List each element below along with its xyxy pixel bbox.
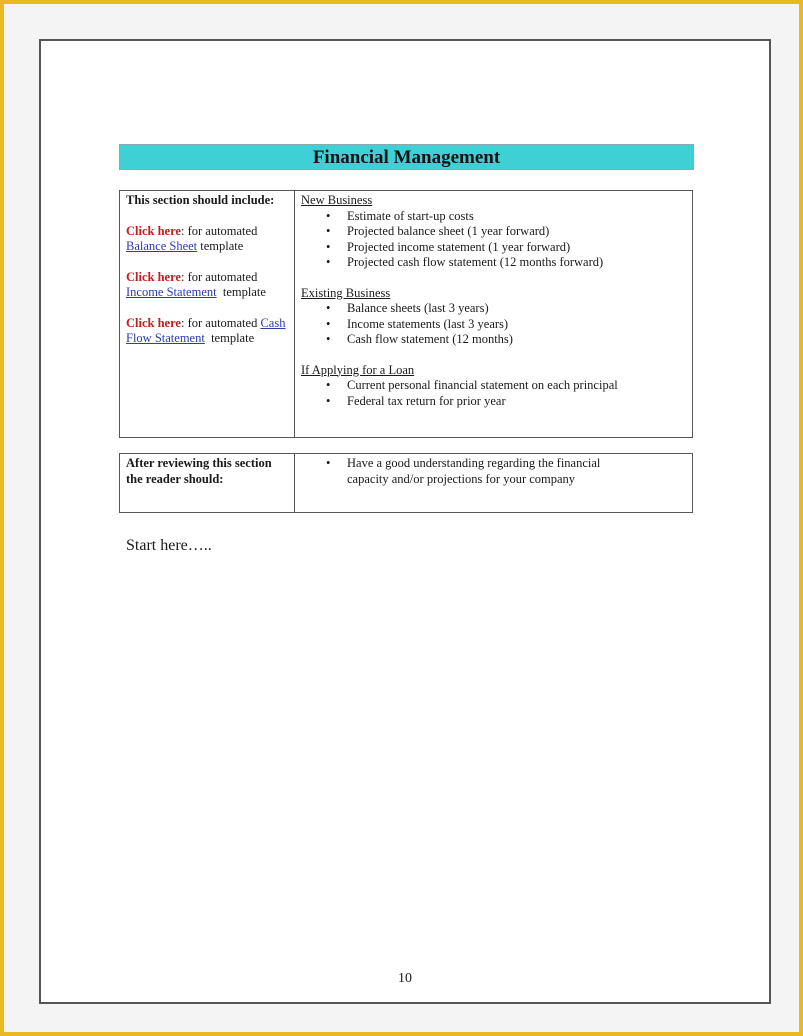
link-prefix: : for automated xyxy=(180,315,261,330)
list-item: • Projected balance sheet (1 year forward) xyxy=(347,224,686,240)
link-suffix: template xyxy=(204,331,255,345)
document-page xyxy=(39,39,771,1004)
review-right-cell xyxy=(295,454,693,513)
income-statement-link[interactable]: Income Statement xyxy=(126,285,217,299)
list-item: • Projected income statement (1 year forward) xyxy=(347,240,686,256)
list-item: • Estimate of start-up costs xyxy=(347,209,686,225)
bullet-list xyxy=(301,301,686,348)
page-number: 10 xyxy=(398,971,412,986)
list-item: • Federal tax return for prior year xyxy=(347,394,686,410)
click-here-link[interactable]: Click here xyxy=(126,315,181,330)
link-suffix: template xyxy=(216,285,266,299)
template-link-block xyxy=(126,270,288,301)
link-prefix: : for automated xyxy=(180,223,258,238)
bullet-list xyxy=(301,378,686,409)
balance-sheet-link[interactable]: Balance Sheet xyxy=(126,239,198,253)
list-item: • Have a good understanding regarding the financial capacity and/or projections for your company xyxy=(347,456,626,487)
group-heading: If Applying for a Loan xyxy=(301,362,415,377)
list-item: • Income statements (last 3 years) xyxy=(347,317,686,333)
template-link-block xyxy=(126,224,288,255)
bullet-list xyxy=(301,456,686,487)
group-heading: New Business xyxy=(301,193,373,207)
page-title: Financial Management xyxy=(119,144,694,170)
click-here-link[interactable]: Click here xyxy=(126,223,181,238)
list-item: • Projected cash flow statement (12 months forward) xyxy=(347,255,686,271)
review-table xyxy=(119,453,693,513)
link-suffix: template xyxy=(197,239,244,253)
include-left-cell xyxy=(120,191,295,438)
include-label: This section should include: xyxy=(126,193,275,207)
list-item: • Current personal financial statement on each principal xyxy=(347,378,686,394)
include-right-cell xyxy=(295,191,693,438)
group-heading: Existing Business xyxy=(301,285,391,300)
list-item: • Balance sheets (last 3 years) xyxy=(347,301,686,317)
start-here-text: Start here….. xyxy=(126,537,212,554)
list-item: • Cash flow statement (12 months) xyxy=(347,332,686,348)
include-table xyxy=(119,190,693,438)
link-prefix: : for automated xyxy=(180,269,258,284)
template-link-block xyxy=(126,316,288,347)
click-here-link[interactable]: Click here xyxy=(126,269,181,284)
review-label: After reviewing this section the reader should: xyxy=(126,456,272,486)
review-left-cell xyxy=(120,454,295,513)
bullet-list xyxy=(301,209,686,271)
cash-flow-statement-link[interactable]: Cash Flow Statement xyxy=(126,315,286,345)
